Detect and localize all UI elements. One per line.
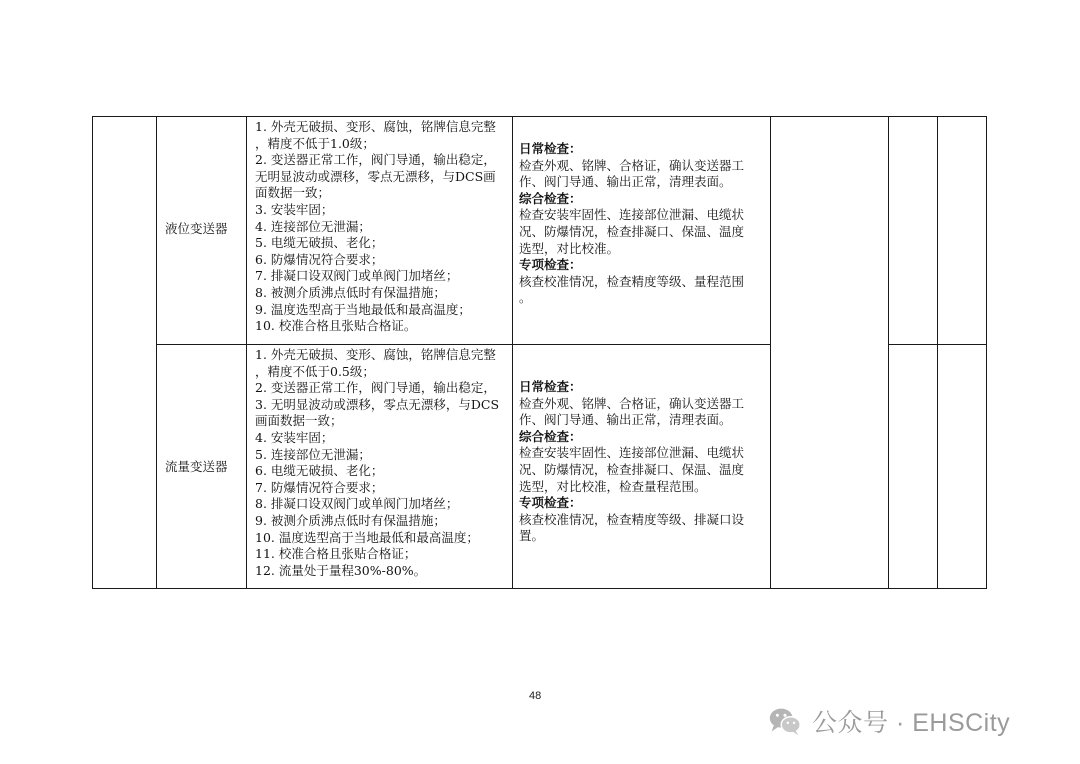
inspection-line: 选型，对比校准。 bbox=[519, 240, 620, 256]
inspection-line: 作、阀门导通、输出正常，清理表面。 bbox=[519, 412, 732, 428]
requirement-line: 9. 温度选型高于当地最低和最高温度； bbox=[255, 301, 471, 317]
requirement-line: 12. 流量处于量程30%-80%。 bbox=[255, 562, 427, 578]
page-number: 48 bbox=[529, 690, 542, 702]
requirement-line: 面数据一致； bbox=[255, 185, 331, 201]
requirement-line: 3. 安装牢固； bbox=[255, 201, 334, 217]
requirement-line: 4. 安装牢固； bbox=[255, 429, 334, 445]
inspection-cell bbox=[519, 141, 744, 307]
col-border-0 bbox=[92, 116, 93, 589]
requirement-line: 5. 电缆无破损、老化； bbox=[255, 235, 384, 251]
requirement-line: 7. 防爆情况符合要求； bbox=[255, 479, 384, 495]
equipment-name: 液位变送器 bbox=[165, 221, 228, 236]
inspection-line: 检查外观、铭牌、合格证，确认变送器工 bbox=[519, 157, 745, 173]
inspection-heading: 日常检查： bbox=[519, 141, 582, 156]
inspection-heading: 综合检查： bbox=[519, 428, 582, 444]
inspection-line: 。 bbox=[519, 290, 532, 306]
requirement-line: 1. 外壳无破损、变形、腐蚀，铭牌信息完整 bbox=[255, 119, 496, 134]
requirement-line: ，精度不低于1.0级； bbox=[255, 135, 375, 151]
requirement-line: 4. 连接部位无泄漏； bbox=[255, 218, 371, 234]
requirement-line: 1. 外壳无破损、变形、腐蚀，铭牌信息完整 bbox=[255, 347, 496, 362]
watermark bbox=[766, 701, 1010, 741]
wechat-icon bbox=[766, 702, 804, 740]
inspection-line: 核查校准情况，检查精度等级、排凝口设 bbox=[519, 511, 745, 527]
inspection-line: 检查安装牢固性、连接部位泄漏、电缆状 bbox=[519, 445, 745, 461]
requirement-line: 6. 防爆情况符合要求； bbox=[255, 251, 384, 267]
requirements-cell bbox=[255, 347, 499, 579]
inspection-line: 检查外观、铭牌、合格证，确认变送器工 bbox=[519, 395, 745, 411]
requirement-line: 6. 电缆无破损、老化； bbox=[255, 463, 384, 479]
col-border-7 bbox=[986, 116, 987, 589]
watermark-text: 公众号 · EHSCity bbox=[812, 709, 1011, 737]
requirement-line: 10. 温度选型高于当地最低和最高温度； bbox=[255, 529, 479, 545]
inspection-line: 况、防爆情况，检查排凝口、保温、温度 bbox=[519, 223, 745, 239]
inspection-heading: 日常检查： bbox=[519, 379, 582, 394]
requirement-line: ，精度不低于0.5级； bbox=[255, 363, 375, 379]
requirement-line: 2. 变送器正常工作，阀门导通，输出稳定， bbox=[255, 152, 496, 168]
inspection-cell bbox=[519, 379, 744, 545]
requirement-line: 5. 连接部位无泄漏； bbox=[255, 446, 371, 462]
requirement-line: 9. 被测介质沸点低时有保温措施； bbox=[255, 512, 446, 528]
requirement-line: 10. 校准合格且张贴合格证。 bbox=[255, 318, 417, 334]
col-border-4 bbox=[770, 116, 771, 589]
requirement-line: 7. 排凝口设双阀门或单阀门加堵丝； bbox=[255, 268, 459, 284]
table-top-border bbox=[92, 116, 987, 117]
col-border-6 bbox=[937, 116, 938, 589]
col-border-3 bbox=[512, 116, 513, 589]
requirement-line: 2. 变送器正常工作，阀门导通，输出稳定， bbox=[255, 380, 496, 396]
inspection-line: 核查校准情况，检查精度等级、量程范围 bbox=[519, 273, 745, 289]
col-border-2 bbox=[246, 116, 247, 589]
inspection-line: 检查安装牢固性、连接部位泄漏、电缆状 bbox=[519, 207, 745, 223]
inspection-line: 置。 bbox=[519, 528, 545, 544]
requirement-line: 8. 排凝口设双阀门或单阀门加堵丝； bbox=[255, 496, 459, 512]
inspection-line: 况、防爆情况，检查排凝口、保温、温度 bbox=[519, 461, 745, 477]
inspection-line: 作、阀门导通、输出正常，清理表面。 bbox=[519, 174, 732, 190]
requirement-line: 11. 校准合格且张贴合格证； bbox=[255, 546, 417, 562]
requirement-line: 无明显波动或漂移，零点无漂移，与DCS画 bbox=[255, 168, 496, 184]
inspection-heading: 专项检查： bbox=[519, 257, 582, 273]
inspection-heading: 综合检查： bbox=[519, 190, 582, 206]
requirement-line: 画面数据一致； bbox=[255, 413, 343, 429]
inspection-heading: 专项检查： bbox=[519, 495, 582, 511]
col-border-1 bbox=[156, 116, 157, 589]
equipment-name: 流量变送器 bbox=[165, 459, 228, 474]
table-bottom-border bbox=[92, 588, 987, 589]
requirement-line: 3. 无明显波动或漂移，零点无漂移，与DCS bbox=[255, 396, 500, 412]
requirements-cell bbox=[255, 119, 496, 335]
inspection-line: 选型，对比校准，检查量程范围。 bbox=[519, 478, 707, 494]
col-border-5 bbox=[888, 116, 889, 589]
row-divider bbox=[157, 344, 771, 345]
requirement-line: 8. 被测介质沸点低时有保温措施； bbox=[255, 284, 446, 300]
